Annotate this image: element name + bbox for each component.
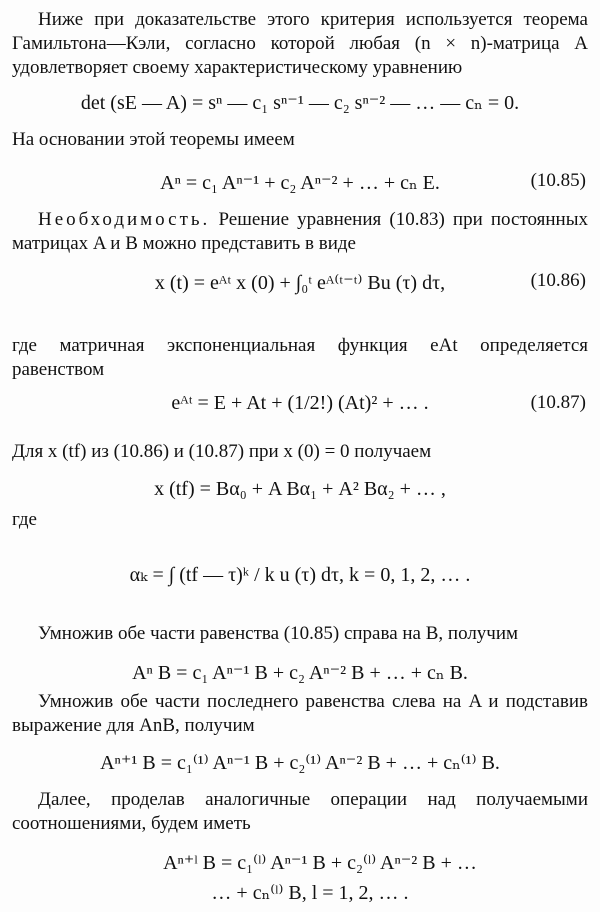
- equation-number-10-85: (10.85): [530, 170, 586, 191]
- equation-characteristic: det (sE — A) = sⁿ — c₁ sⁿ⁻¹ — c₂ sⁿ⁻² — … — cₙ = 0.: [80, 92, 520, 114]
- equation-10-85: Aⁿ = c₁ Aⁿ⁻¹ + c₂ Aⁿ⁻² + … + cₙ E.: [160, 172, 440, 194]
- paragraph-hamilton-cayley: Ниже при доказательстве этого критерия используется теорема Гамильтона—Кэли, согласно которой любая (n × n)-матрица A удовлетворяет своему характеристическому уравнению: [12, 9, 588, 78]
- paragraph-multiply-left: Умножив обе части последнего равенства слева на A и подставив выражение для AnB, получим: [12, 691, 588, 736]
- paragraph-matrix-exponential: где матричная экспоненциальная функция eAt определяется равенством: [12, 335, 588, 380]
- equation-number-10-87: (10.87): [530, 392, 586, 413]
- equation-alpha-k: αₖ = ∫ (tf — τ)ᵏ / k u (τ) dτ, k = 0, 1, 2, … .: [129, 564, 471, 586]
- paragraph-necessity: [12, 208, 588, 256]
- necessity-text: Решение уравнения (10.83) при постоянных матрицах A и B можно представить в виде: [12, 209, 588, 254]
- paragraph-multiply-right: Умножив обе части равенства (10.85) справа на B, получим: [38, 623, 519, 644]
- paragraph-where: где: [12, 509, 37, 530]
- paragraph-theorem-basis: На основании этой теоремы имеем: [12, 129, 295, 150]
- equation-anl-b-line1: Aⁿ⁺ˡ B = c₁⁽ˡ⁾ Aⁿ⁻¹ B + c₂⁽ˡ⁾ Aⁿ⁻² B + …: [163, 852, 477, 874]
- equation-10-87: eᴬᵗ = E + At + (1/2!) (At)² + … .: [171, 392, 429, 414]
- equation-anl-b-line2: … + cₙ⁽ˡ⁾ B, l = 1, 2, … .: [211, 882, 409, 904]
- equation-number-10-86: (10.86): [530, 270, 586, 291]
- equation-x-tf: x (tf) = Bα₀ + A Bα₁ + A² Bα₂ + … ,: [154, 478, 446, 500]
- equation-10-86: x (t) = eᴬᵗ x (0) + ∫₀ᵗ eᴬ⁽ᵗ⁻ᵗ⁾ Bu (τ) dτ,: [154, 272, 446, 294]
- equation-an-b: Aⁿ B = c₁ Aⁿ⁻¹ B + c₂ Aⁿ⁻² B + … + cₙ B.: [132, 662, 468, 684]
- necessity-heading: Необходимость.: [38, 209, 211, 230]
- paragraph-analogous: Далее, проделав аналогичные операции над получаемыми соотношениями, будем иметь: [12, 789, 588, 834]
- equation-an1-b: Aⁿ⁺¹ B = c₁⁽¹⁾ Aⁿ⁻¹ B + c₂⁽¹⁾ Aⁿ⁻² B + … + cₙ⁽¹⁾ B.: [100, 752, 500, 774]
- paragraph-state-tf: Для x (tf) из (10.86) и (10.87) при x (0) = 0 получаем: [12, 441, 432, 462]
